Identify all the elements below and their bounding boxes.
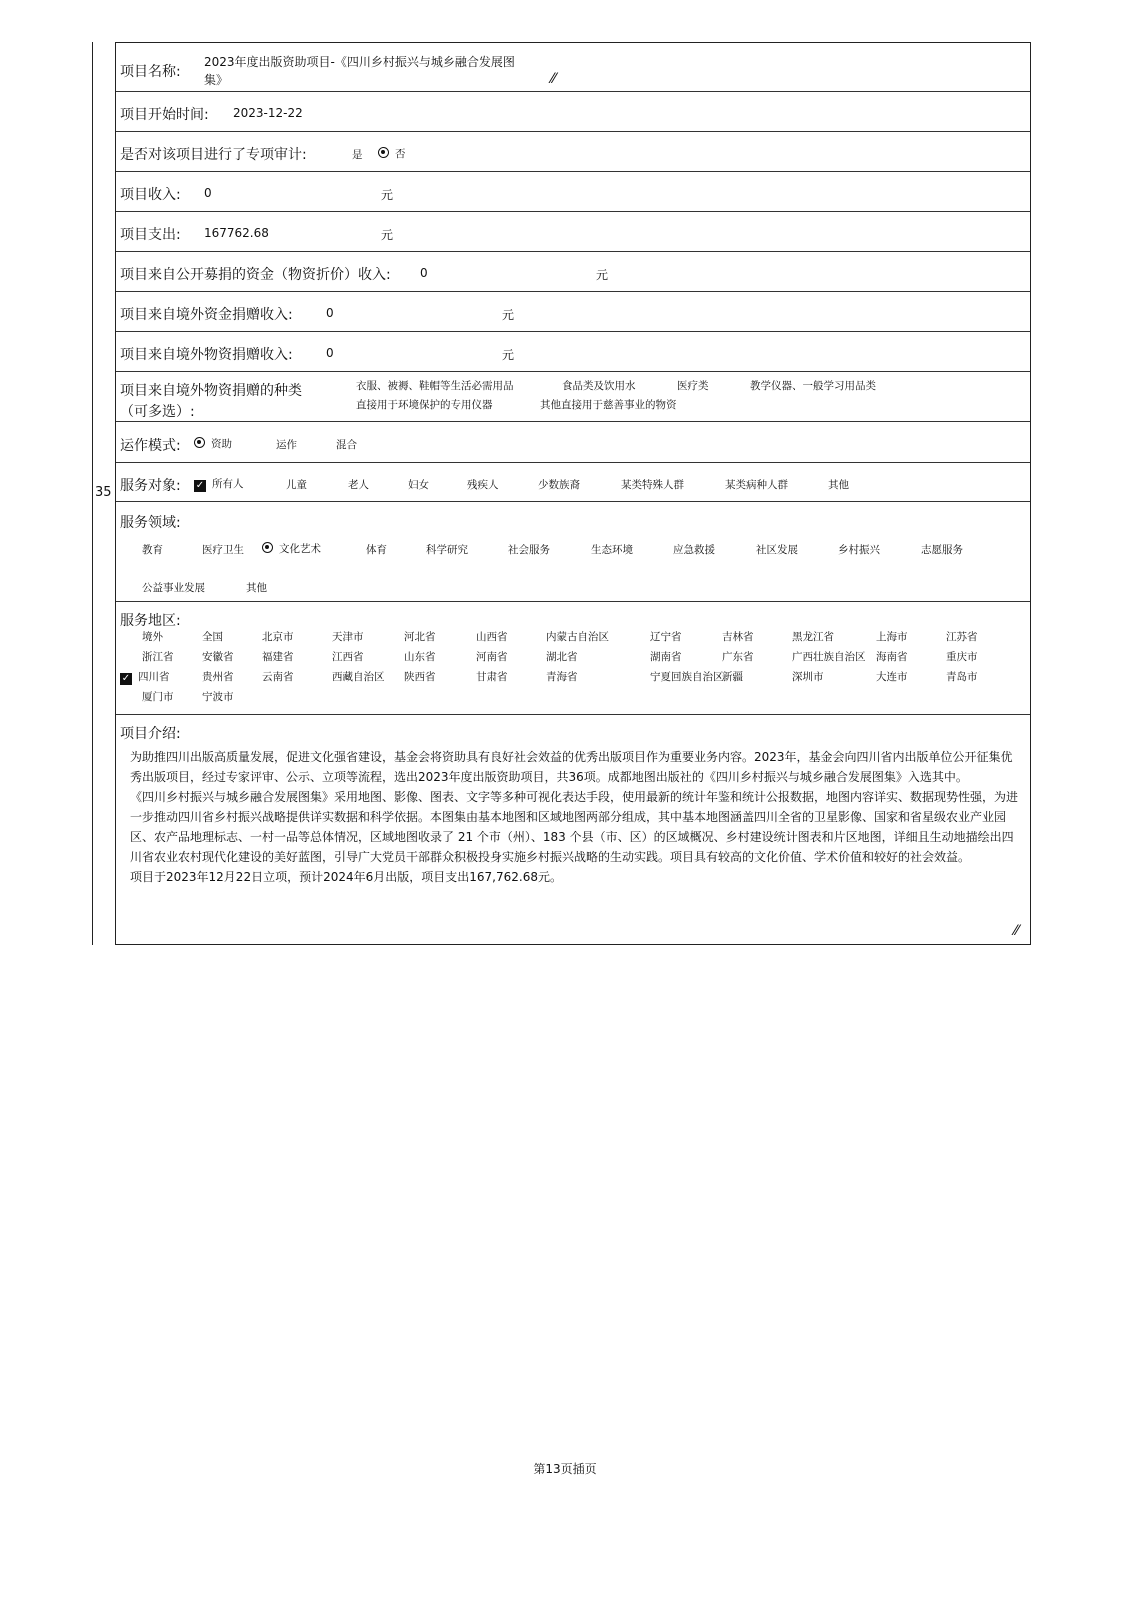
field-option[interactable]: 志愿服务 — [921, 544, 963, 556]
row-goods-type — [116, 372, 1030, 422]
region-option[interactable]: 广东省 — [722, 651, 754, 663]
target-option[interactable]: 儿童 — [286, 479, 307, 491]
mode-label: 运作模式: — [120, 438, 181, 454]
region-option[interactable]: 大连市 — [876, 671, 908, 683]
public-fund-label: 项目来自公开募捐的资金（物资折价）收入: — [120, 267, 391, 283]
row-target — [116, 463, 1030, 502]
field-option[interactable]: 科学研究 — [426, 544, 468, 556]
foreign-fund-value: 0 — [326, 306, 334, 320]
project-name-line2: 集》 — [204, 73, 229, 87]
region-option[interactable]: 湖南省 — [650, 651, 682, 663]
region-option[interactable]: 安徽省 — [202, 651, 234, 663]
target-option[interactable]: 妇女 — [408, 479, 429, 491]
region-option[interactable]: 北京市 — [262, 631, 294, 643]
field-option[interactable]: 乡村振兴 — [838, 544, 880, 556]
field-label: 服务领域: — [120, 515, 181, 531]
checkbox-checked-icon: ✓ — [121, 673, 131, 684]
pen-mark-icon: ⁄⁄ — [1014, 923, 1019, 939]
intro-text — [130, 747, 1020, 887]
foreign-goods-unit: 元 — [502, 348, 515, 362]
goods-type-option[interactable]: 教学仪器、一般学习用品类 — [750, 380, 876, 392]
target-option-checked[interactable]: ✓ 所有人 — [195, 478, 244, 491]
income-unit: 元 — [381, 188, 394, 202]
region-option[interactable]: ✓ 四川省 — [121, 671, 170, 684]
public-fund-unit: 元 — [596, 268, 609, 282]
income-label: 项目收入: — [120, 187, 181, 203]
row-expense — [116, 212, 1030, 252]
foreign-fund-label: 项目来自境外资金捐赠收入: — [120, 307, 293, 323]
region-option[interactable]: 江西省 — [332, 651, 364, 663]
region-option[interactable]: 青岛市 — [946, 671, 978, 683]
form-table — [115, 42, 1031, 945]
region-label: 服务地区: — [120, 613, 181, 629]
target-label: 服务对象: — [120, 478, 181, 494]
expense-unit: 元 — [381, 228, 394, 242]
region-option[interactable]: 河南省 — [476, 651, 508, 663]
row-foreign-goods — [116, 332, 1030, 372]
region-option[interactable]: 山西省 — [476, 631, 508, 643]
region-option[interactable]: 宁波市 — [202, 691, 234, 703]
mode-option[interactable]: 运作 — [276, 439, 297, 451]
region-option[interactable]: 天津市 — [332, 631, 364, 643]
region-option[interactable]: 黑龙江省 — [792, 631, 834, 643]
intro-label: 项目介绍: — [120, 726, 181, 742]
goods-type-option[interactable]: 衣服、被褥、鞋帽等生活必需用品 — [356, 380, 514, 392]
region-option[interactable]: 山东省 — [404, 651, 436, 663]
side-number: 35 — [95, 485, 112, 500]
row-intro — [116, 715, 1030, 946]
intro-paragraph: 项目于2023年12月22日立项，预计2024年6月出版，项目支出167,762.68元。 — [130, 870, 562, 884]
region-option[interactable]: 辽宁省 — [650, 631, 682, 643]
mode-option[interactable]: 混合 — [336, 439, 357, 451]
field-option-selected[interactable]: 文化艺术 — [262, 541, 321, 556]
intro-paragraph: 为助推四川出版高质量发展，促进文化强省建设，基金会将资助具有良好社会效益的优秀出版项目作为重要业务内容。2023年，基金会向四川省内出版单位公开征集优秀出版项目，经过专家评审、公示、立项等流程，选出2023年度出版资助项目，共36项。成都地图出版社的《四川乡村振兴与城乡融合发展图集》入选其中。 — [130, 750, 1013, 784]
field-option[interactable]: 公益事业发展 — [142, 582, 205, 594]
target-option[interactable]: 少数族裔 — [538, 479, 580, 491]
field-option[interactable]: 其他 — [246, 582, 267, 594]
region-option[interactable]: 上海市 — [876, 631, 908, 643]
region-option[interactable]: 全国 — [202, 631, 223, 643]
region-option[interactable]: 深圳市 — [792, 671, 824, 683]
region-option[interactable]: 重庆市 — [946, 651, 978, 663]
region-option[interactable]: 新疆 — [722, 671, 743, 683]
goods-type-option[interactable]: 食品类及饮用水 — [562, 380, 636, 392]
region-option[interactable]: 西藏自治区 — [332, 671, 385, 683]
start-date-value: 2023-12-22 — [233, 106, 303, 120]
row-income — [116, 172, 1030, 212]
row-foreign-fund — [116, 292, 1030, 332]
target-option[interactable]: 某类病种人群 — [725, 479, 788, 491]
field-option[interactable]: 教育 — [142, 544, 163, 556]
audit-label: 是否对该项目进行了专项审计: — [120, 147, 307, 163]
goods-type-option[interactable]: 其他直接用于慈善事业的物资 — [540, 399, 677, 411]
region-option[interactable]: 浙江省 — [142, 651, 174, 663]
target-option[interactable]: 某类特殊人群 — [621, 479, 684, 491]
project-form — [92, 42, 1033, 945]
income-value: 0 — [204, 186, 212, 200]
row-project-name — [116, 43, 1030, 92]
region-option[interactable]: 湖北省 — [546, 651, 578, 663]
pen-mark-icon: ⁄⁄ — [551, 71, 556, 87]
target-option[interactable]: 其他 — [828, 479, 849, 491]
row-start-date — [116, 92, 1030, 132]
region-option[interactable]: 厦门市 — [142, 691, 174, 703]
region-option[interactable]: 海南省 — [876, 651, 908, 663]
field-option[interactable]: 应急救援 — [673, 544, 715, 556]
field-option[interactable]: 生态环境 — [591, 544, 633, 556]
public-fund-value: 0 — [420, 266, 428, 280]
project-name-label: 项目名称: — [120, 64, 181, 80]
goods-type-option[interactable]: 医疗类 — [677, 380, 709, 392]
audit-yes[interactable]: 是 — [352, 149, 363, 161]
intro-paragraph: 《四川乡村振兴与城乡融合发展图集》采用地图、影像、图表、文字等多种可视化表达手段，使用最新的统计年鉴和统计公报数据，地图内容详实、数据现势性强，为进一步推动四川省乡村振兴战略提供详实数据和科学依据。本图集由基本地图和区域地图两部分组成，其中基本地图涵盖四川全省的卫星影像、国家和省星级农业产业园区、农产品地理标志、一村一品等总体情况，区域地图收录了 21 个市（州）、183 个县（市、区）的区域概况、乡村建设统计图表和片区地图，详细且生动地描绘出四川省农业农村现代化建设的美好蓝图，引导广大党员干部群众积极投身实施乡村振兴战略的生动实践。项目具有较高的文化价值、学术价值和较好的社会效益。 — [130, 790, 1019, 864]
radio-selected-icon — [378, 147, 389, 158]
row-field — [116, 502, 1030, 602]
region-option[interactable]: 河北省 — [404, 631, 436, 643]
row-region — [116, 602, 1030, 715]
row-public-fund — [116, 252, 1030, 292]
start-date-label: 项目开始时间: — [120, 107, 209, 123]
field-option[interactable]: 社区发展 — [756, 544, 798, 556]
row-audit — [116, 132, 1030, 172]
expense-label: 项目支出: — [120, 227, 181, 243]
checkbox-checked-icon: ✓ — [195, 480, 205, 491]
field-option[interactable]: 医疗卫生 — [202, 544, 244, 556]
goods-type-label-line1: 项目来自境外物资捐赠的种类 — [120, 383, 302, 399]
goods-type-option[interactable]: 直接用于环境保护的专用仪器 — [356, 399, 493, 411]
region-option[interactable]: 贵州省 — [202, 671, 234, 683]
region-option[interactable]: 甘肃省 — [476, 671, 508, 683]
region-option[interactable]: 江苏省 — [946, 631, 978, 643]
expense-value: 167762.68 — [204, 226, 269, 240]
region-option[interactable]: 青海省 — [546, 671, 578, 683]
page-footer: 第13页插页 — [533, 1462, 597, 1476]
field-option[interactable]: 体育 — [366, 544, 387, 556]
target-option[interactable]: 老人 — [348, 479, 369, 491]
goods-type-label-line2: （可多选）: — [120, 404, 195, 420]
region-option[interactable]: 吉林省 — [722, 631, 754, 643]
region-option[interactable]: 云南省 — [262, 671, 294, 683]
region-option[interactable]: 宁夏回族自治区 — [650, 671, 724, 683]
radio-selected-icon — [194, 437, 205, 448]
project-name-line1: 2023年度出版资助项目-《四川乡村振兴与城乡融合发展图 — [204, 55, 515, 69]
target-option[interactable]: 残疾人 — [467, 479, 499, 491]
foreign-goods-value: 0 — [326, 346, 334, 360]
radio-selected-icon — [262, 542, 273, 553]
row-mode — [116, 422, 1030, 463]
region-option[interactable]: 内蒙古自治区 — [546, 631, 609, 643]
audit-no-option[interactable]: 否 — [378, 146, 406, 161]
foreign-fund-unit: 元 — [502, 308, 515, 322]
field-option[interactable]: 社会服务 — [508, 544, 550, 556]
region-option[interactable]: 境外 — [142, 631, 163, 643]
region-option[interactable]: 福建省 — [262, 651, 294, 663]
mode-option-selected[interactable]: 资助 — [194, 436, 232, 451]
region-option[interactable]: 广西壮族自治区 — [792, 651, 866, 663]
foreign-goods-label: 项目来自境外物资捐赠收入: — [120, 347, 293, 363]
region-option[interactable]: 陕西省 — [404, 671, 436, 683]
